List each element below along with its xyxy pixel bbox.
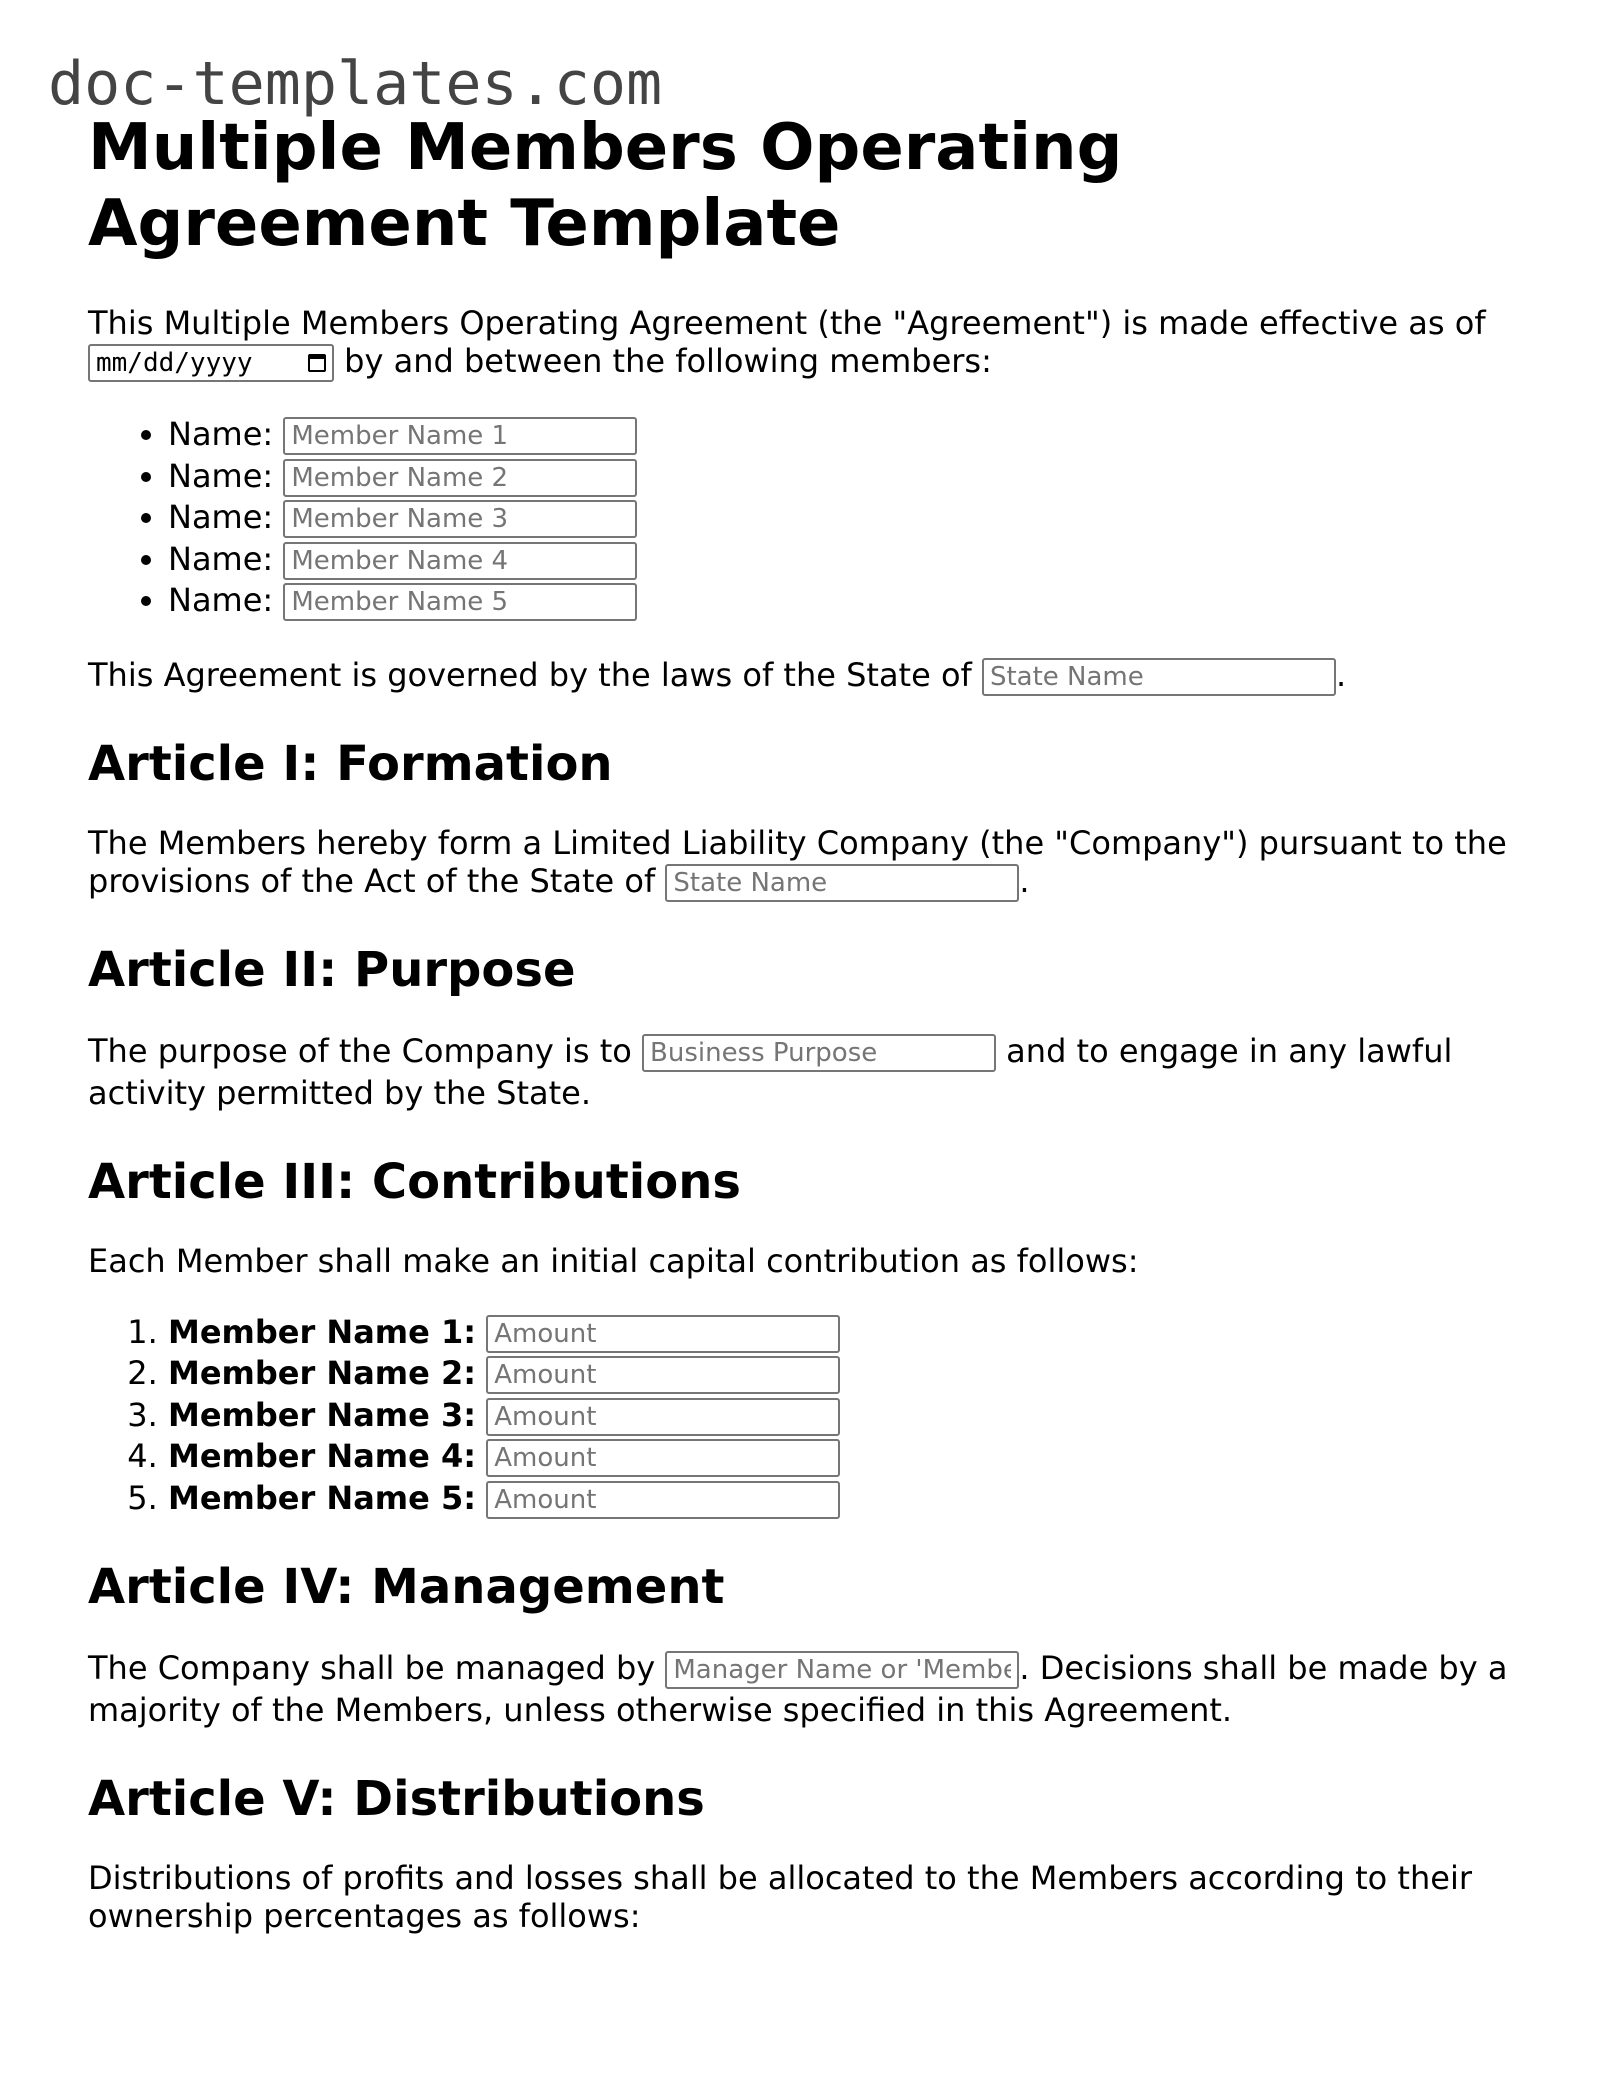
date-placeholder: mm/dd/yyyy [96,348,253,378]
business-purpose-input[interactable] [642,1034,996,1072]
contribution-label: Member Name 1: [168,1312,477,1351]
governing-state-input[interactable] [982,658,1336,696]
article-1-paragraph [88,824,1528,902]
member-name-3-input[interactable] [283,500,637,538]
site-watermark: doc-templates.com [48,49,663,119]
article-2-paragraph [88,1030,1528,1114]
member-name-4-input[interactable] [283,542,637,580]
article-5-paragraph: Distributions of profits and losses shall be allocated to the Members according to their ownership percentages as follows: [88,1859,1472,1935]
article-1-text: The Members hereby form a Limited Liability Company (the "Company") pursuant to the provisions of the Act of the State of [88,823,1507,900]
article-4-text-after: . Decisions shall be made by a majority of the Members, unless otherwise specified in this Agreement. [88,1649,1508,1729]
formation-state-input[interactable] [665,864,1019,902]
contribution-label: Member Name 3: [168,1395,477,1434]
contribution-amount-3-input[interactable] [486,1398,840,1436]
article-4-heading: Article IV: Management [88,1559,725,1615]
contribution-amount-5-input[interactable] [486,1481,840,1519]
list-item [168,1353,1528,1395]
contributions-list [88,1312,1528,1520]
article-2-text-before: The purpose of the Company is to [88,1031,632,1070]
member-name-label: Name: [168,539,274,578]
governing-law-text: This Agreement is governed by the laws of the State of [88,655,972,694]
calendar-icon[interactable] [308,354,326,372]
contribution-label: Member Name 4: [168,1437,477,1475]
list-item [168,580,1528,622]
contribution-label: Member Name 2: [168,1354,477,1392]
member-name-5-input[interactable] [283,583,637,621]
effective-date-input[interactable] [88,344,334,382]
contribution-label: Member Name 5: [168,1478,477,1517]
list-item [168,456,1528,498]
article-1-heading: Article I: Formation [88,735,613,792]
member-name-label: Name: [168,456,274,495]
article-2-heading: Article II: Purpose [88,941,576,998]
governing-law-paragraph [88,656,1528,696]
list-item [168,539,1528,581]
article-4-paragraph [88,1647,1528,1731]
contribution-amount-1-input[interactable] [486,1315,840,1353]
member-name-2-input[interactable] [283,459,637,497]
list-item [168,497,1528,539]
article-5-heading: Article V: Distributions [88,1771,705,1827]
member-name-label: Name: [168,581,274,619]
list-item [168,414,1528,456]
list-item [168,1436,1528,1478]
members-list [88,414,1528,622]
list-item [168,1312,1528,1354]
intro-text-before: This Multiple Members Operating Agreement (the "Agreement") is made effective as of [88,304,1486,342]
member-name-1-input[interactable] [283,417,637,455]
article-4-text-before: The Company shall be managed by [88,1649,656,1687]
list-item [168,1395,1528,1437]
article-2-text-after: and to engage in any lawful activity permitted by the State. [88,1031,1453,1112]
member-name-label: Name: [168,415,274,453]
member-name-label: Name: [168,498,274,536]
intro-paragraph [88,304,1528,382]
article-3-heading: Article III: Contributions [88,1153,741,1210]
article-3-paragraph: Each Member shall make an initial capital contribution as follows: [88,1241,1139,1280]
list-item [168,1478,1528,1520]
document-page [88,110,1528,1969]
contribution-amount-4-input[interactable] [486,1439,840,1477]
manager-name-input[interactable] [665,1651,1019,1689]
document-title: Multiple Members Operating Agreement Template [88,111,1123,261]
intro-text-after: by and between the following members: [344,342,992,380]
article-1-end: . [1019,861,1030,900]
governing-law-end: . [1335,655,1347,694]
contribution-amount-2-input[interactable] [486,1356,840,1394]
